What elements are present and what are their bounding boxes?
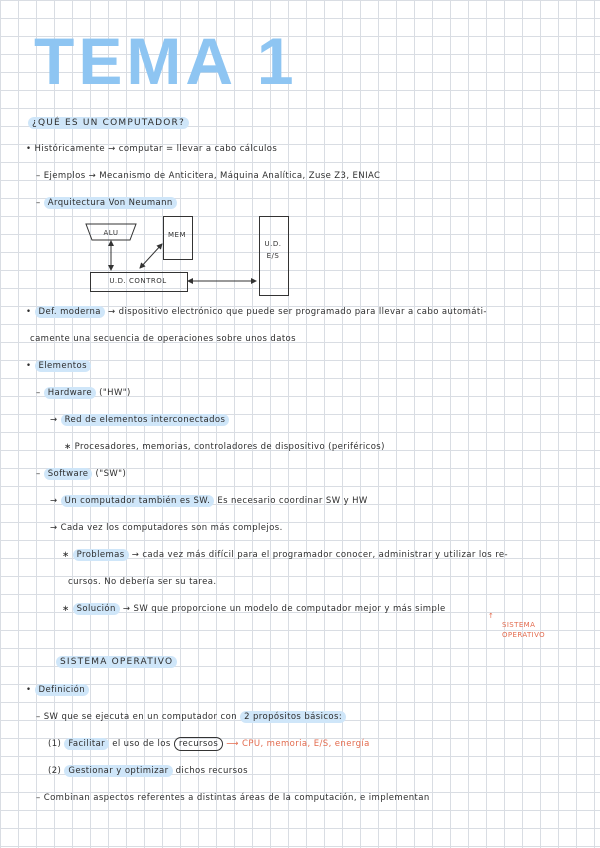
line-historicamente: • Históricamente → computar = llevar a cabo cálculos bbox=[26, 144, 278, 154]
line-def-moderna-2: camente una secuencia de operaciones sobre unos datos bbox=[30, 334, 296, 344]
control-mem-arrow bbox=[140, 244, 162, 268]
es-label: U.D. E/S bbox=[264, 240, 282, 260]
control-label: U.D. CONTROL bbox=[109, 277, 167, 285]
line-definicion: • Definición bbox=[26, 685, 89, 695]
up-arrow-icon: ↑ bbox=[488, 612, 495, 620]
line-hardware: – Hardware ("HW") bbox=[36, 388, 131, 398]
mem-label: MEM bbox=[167, 231, 186, 239]
section-heading-so: SISTEMA OPERATIVO bbox=[56, 657, 177, 667]
line-red: → Red de elementos interconectados bbox=[50, 415, 229, 425]
line-so-1: – SW que se ejecuta en un computador con 2 propósitos básicos: bbox=[36, 712, 346, 722]
line-problemas-2: cursos. No debería ser su tarea. bbox=[68, 577, 217, 587]
recursos-circled: recursos bbox=[174, 737, 223, 751]
line-ejemplos: – Ejemplos → Mecanismo de Anticitera, Máquina Analítica, Zuse Z3, ENIAC bbox=[36, 171, 381, 181]
line-problemas: ∗ Problemas → cada vez más difícil para el programador conocer, administrar y utilizar los re- bbox=[62, 550, 509, 560]
section-heading-computador: ¿QUÉ ES UN COMPUTADOR? bbox=[28, 118, 189, 128]
resources-note: CPU, memoria, E/S, energía bbox=[242, 739, 370, 749]
right-arrow-icon: ⟶ bbox=[226, 739, 239, 749]
line-sw-2: → Cada vez los computadores son más complejos. bbox=[50, 523, 283, 533]
line-item-2: (2) Gestionar y optimizar dichos recursos bbox=[48, 766, 248, 776]
so-note: SISTEMA OPERATIVO bbox=[502, 621, 546, 639]
line-item-1: (1) Facilitar el uso de los recursos ⟶ CPU, memoria, E/S, energía bbox=[48, 739, 370, 749]
line-arquitectura: – Arquitectura Von Neumann bbox=[36, 198, 177, 208]
line-last: – Combinan aspectos referentes a distintas áreas de la computación, e implementan bbox=[36, 793, 430, 803]
line-software: – Software ("SW") bbox=[36, 469, 127, 479]
page-title: TEMA 1 bbox=[34, 24, 298, 98]
line-elementos: • Elementos bbox=[26, 361, 91, 371]
line-solucion: ∗ Solución → SW que proporcione un modelo de computador mejor y más simple bbox=[62, 604, 446, 614]
line-sw-1: → Un computador también es SW. Es necesario coordinar SW y HW bbox=[50, 496, 368, 506]
line-procesadores: ∗ Procesadores, memorias, controladores de dispositivo (periféricos) bbox=[64, 442, 385, 452]
alu-label: ALU bbox=[103, 229, 119, 237]
line-def-moderna: • Def. moderna → dispositivo electrónico que puede ser programado para llevar a cabo automáti- bbox=[26, 307, 487, 317]
